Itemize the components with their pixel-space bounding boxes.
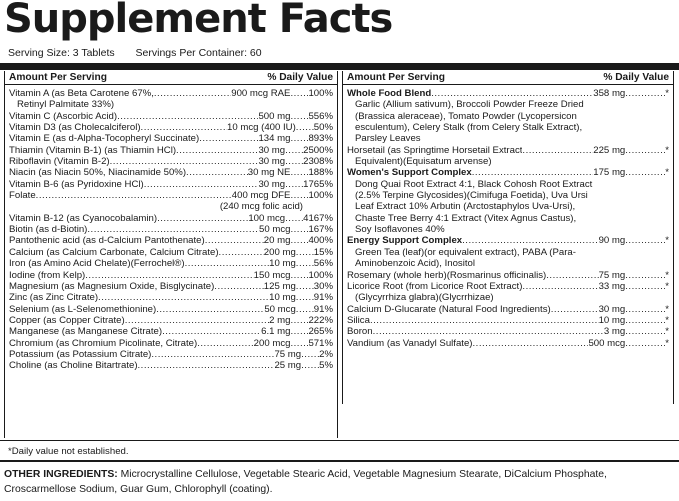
row-name: Biotin (as d-Biotin) <box>9 224 88 236</box>
right-panel <box>342 71 674 404</box>
right-column-header <box>343 71 673 85</box>
row-daily-value: 400% <box>308 235 333 247</box>
row-continuation: Garlic (Allium sativum), Broccoli Powder Freeze Dried <box>355 99 584 111</box>
row-continuation: (2.5% Terpine Glycosides)(Cimifuga Foetida), Uva Ursi <box>355 190 588 202</box>
row-daily-value: 91% <box>313 292 333 304</box>
row-amount: 75 mg <box>274 348 302 360</box>
row-daily-value: 571% <box>308 337 333 349</box>
row-name: Riboflavin (Vitamin B-2) <box>9 156 110 168</box>
row-amount: 400 mcg DFE <box>231 190 291 202</box>
footer-rule <box>0 440 679 441</box>
row-continuation: (Glycyrrhiza glabra)(Glycrrhizae) <box>355 292 494 304</box>
leader-dots <box>625 304 665 315</box>
leader-dots <box>290 270 308 281</box>
row-daily-value: * <box>665 280 669 292</box>
row-amount: 175 mg <box>593 167 626 179</box>
leader-dots <box>472 167 594 178</box>
row-name: Thiamin (Vitamin B-1) (as Thiamin HCl) <box>9 144 177 156</box>
table-row <box>9 349 333 360</box>
leader-dots <box>551 304 599 315</box>
row-amount: 200 mcg <box>253 337 291 349</box>
row-name: Vitamin C (Ascorbic Acid) <box>9 110 118 122</box>
row-amount: 125 mg <box>263 280 296 292</box>
leader-dots <box>98 292 269 303</box>
row-daily-value: 556% <box>308 110 333 122</box>
leader-dots <box>138 360 275 371</box>
row-daily-value: 265% <box>308 326 333 338</box>
leader-dots <box>296 292 314 303</box>
row-name: Rosemary (whole herb)(Rosmarinus officinalis) <box>347 269 547 281</box>
row-daily-value: 91% <box>313 303 333 315</box>
leader-dots <box>151 349 274 360</box>
leader-dots <box>370 315 599 326</box>
leader-dots <box>625 326 665 337</box>
leader-dots <box>110 156 259 167</box>
leader-dots <box>546 270 598 281</box>
row-daily-value: 100% <box>308 269 333 281</box>
leader-dots <box>141 122 227 133</box>
leader-dots <box>125 315 269 326</box>
row-amount: 30 mg <box>258 156 286 168</box>
leader-dots <box>285 213 303 224</box>
leader-dots <box>156 304 264 315</box>
row-amount: 500 mcg <box>588 337 626 349</box>
leader-dots <box>87 224 259 235</box>
row-daily-value: 222% <box>308 314 333 326</box>
row-daily-value: 30% <box>313 280 333 292</box>
row-daily-value: * <box>665 337 669 349</box>
row-continuation: Parsley Leaves <box>355 133 421 145</box>
row-name: Copper (as Copper Citrate) <box>9 314 125 326</box>
row-amount: 134 mg <box>258 133 291 145</box>
row-name: Iron (as Amino Acid Chelate)(Ferrochel®) <box>9 258 185 270</box>
left-dv-header: % Daily Value <box>267 72 333 83</box>
table-row <box>9 270 333 281</box>
row-daily-value: 2500% <box>303 144 333 156</box>
row-continuation: Retinyl Palmitate 33%) <box>17 99 115 111</box>
leader-dots <box>144 179 259 190</box>
row-amount: 30 mg NE <box>247 167 291 179</box>
row-name: Choline (as Choline Bitartrate) <box>9 360 138 372</box>
leader-dots <box>85 270 253 281</box>
leader-dots <box>296 258 314 269</box>
leader-dots <box>290 235 308 246</box>
row-daily-value: 188% <box>308 167 333 179</box>
row-amount: 50 mcg <box>264 303 296 315</box>
other-ingredients-label: OTHER INGREDIENTS: <box>4 469 118 480</box>
row-name: Iodine (from Kelp) <box>9 269 86 281</box>
leader-dots <box>285 145 303 156</box>
serving-size: Serving Size: 3 Tablets <box>8 47 115 59</box>
row-continuation: Leaf Extract 10% Arbutin (Arctostaphylos Uva-Ursi), <box>355 201 576 213</box>
table-row <box>9 315 333 326</box>
leader-dots <box>290 167 308 178</box>
row-amount: 500 mg <box>258 110 291 122</box>
row-daily-value: * <box>665 235 669 247</box>
leader-dots <box>431 88 593 99</box>
right-amount-header: Amount Per Serving <box>347 72 445 83</box>
leader-dots <box>373 326 604 337</box>
table-row <box>9 213 333 224</box>
row-name: Calcium D-Glucarate (Natural Food Ingredients) <box>347 303 551 315</box>
row-continuation: Equivalent)(Equisatum arvense) <box>355 156 492 168</box>
row-name: Potassium (as Potassium Citrate) <box>9 348 152 360</box>
row-name: Vitamin B-12 (as Cyanocobalamin) <box>9 212 158 224</box>
row-daily-value: 15% <box>313 246 333 258</box>
row-amount: 225 mg <box>593 144 626 156</box>
table-row <box>9 258 333 269</box>
row-daily-value: 2308% <box>303 156 333 168</box>
row-name: Zinc (as Zinc Citrate) <box>9 292 99 304</box>
row-name: Manganese (as Manganese Citrate) <box>9 326 163 338</box>
row-daily-value: 1765% <box>303 178 333 190</box>
header-rule <box>0 63 679 70</box>
leader-dots <box>625 235 665 246</box>
servings-per-container: Servings Per Container: 60 <box>135 47 262 59</box>
leader-dots <box>285 156 303 167</box>
table-row <box>347 315 669 326</box>
table-row <box>9 281 333 292</box>
row-continuation: (Brassica aleraceae), Tomato Powder (Lycopersicon <box>355 110 577 122</box>
row-continuation: Dong Quai Root Extract 4:1, Black Cohosh Root Extract <box>355 178 593 190</box>
row-daily-value: 56% <box>313 258 333 270</box>
table-row <box>347 326 669 337</box>
row-name: Boron <box>347 326 373 338</box>
row-name: Chromium (as Chromium Picolinate, Citrate) <box>9 337 198 349</box>
leader-dots <box>625 281 665 292</box>
row-name: Whole Food Blend <box>347 88 432 99</box>
row-daily-value: 167% <box>308 224 333 236</box>
row-daily-value: * <box>665 303 669 315</box>
table-row <box>9 111 333 122</box>
row-name: Vandium (as Vanadyl Sulfate) <box>347 337 473 349</box>
leader-dots <box>214 281 264 292</box>
leader-dots <box>290 190 308 201</box>
other-ingredients <box>4 467 674 497</box>
right-ingredient-list <box>343 85 673 349</box>
serving-info <box>8 47 262 59</box>
row-name: Horsetail (as Springtime Horsetail Extract <box>347 144 523 156</box>
leader-dots <box>473 338 589 349</box>
table-row <box>9 122 333 133</box>
page-title: Supplement Facts <box>4 0 393 42</box>
row-name: Silica <box>347 314 370 326</box>
leader-dots <box>290 224 308 235</box>
table-row <box>347 338 669 349</box>
table-row <box>9 338 333 349</box>
leader-dots <box>625 270 665 281</box>
right-dv-header: % Daily Value <box>603 72 669 83</box>
left-nutrient-list <box>5 85 337 372</box>
row-name: Calcium (as Calcium Carbonate, Calcium Citrate) <box>9 246 219 258</box>
row-name: Vitamin D3 (as Cholecalciferol) <box>9 122 141 134</box>
row-daily-value: * <box>665 269 669 281</box>
row-name: Vitamin E (as d-Alpha-Tocopheryl Succinate) <box>9 133 200 145</box>
leader-dots <box>625 315 665 326</box>
leader-dots <box>296 247 314 258</box>
row-continuation: (240 mcg folic acid) <box>219 201 303 213</box>
leader-dots <box>162 326 261 337</box>
leader-dots <box>296 304 314 315</box>
other-ingredients-text: Microcrystalline Cellulose, Vegetable Stearic Acid, Vegetable Magnesium Stearate, DiCalcium Phosphate, Croscarmellose Sodium, Guar Gum, Chlorophyll (coating). <box>4 469 607 495</box>
row-amount: 200 mg <box>263 246 296 258</box>
row-amount: 3 mg <box>603 326 626 338</box>
row-amount: 25 mg <box>274 360 302 372</box>
row-continuation: Soy Isoflavones 40% <box>355 224 445 236</box>
row-amount: 50 mcg <box>258 224 291 236</box>
leader-dots <box>290 338 308 349</box>
leader-dots <box>625 145 665 156</box>
row-amount: 150 mcg <box>253 269 291 281</box>
leader-dots <box>186 167 248 178</box>
row-amount: 900 mcg RAE <box>231 88 291 99</box>
leader-dots <box>205 235 264 246</box>
left-panel <box>4 71 338 438</box>
row-name: Licorice Root (from Licorice Root Extract) <box>347 280 523 292</box>
row-name: Women's Support Complex <box>347 167 472 179</box>
leader-dots <box>36 190 232 201</box>
table-row <box>347 235 669 246</box>
leader-dots <box>522 281 598 292</box>
row-name: Pantothenic acid (as d-Calcium Pantothenate) <box>9 235 205 247</box>
footnote: *Daily value not established. <box>8 446 129 457</box>
table-row <box>9 326 333 337</box>
row-continuation: Chaste Tree Berry 4:1 Extract (Vitex Agnus Castus), <box>355 212 577 224</box>
row-name: Magnesium (as Magnesium Oxide, Bisglycinate) <box>9 280 215 292</box>
leader-dots <box>290 111 308 122</box>
leader-dots <box>296 281 314 292</box>
row-daily-value: 893% <box>308 133 333 145</box>
table-row <box>9 360 333 371</box>
table-row <box>347 304 669 315</box>
row-amount: 75 mg <box>598 269 626 281</box>
leader-dots <box>625 338 665 349</box>
row-daily-value: * <box>665 314 669 326</box>
row-daily-value: 100% <box>308 190 333 202</box>
leader-dots <box>522 145 593 156</box>
table-row <box>347 88 669 99</box>
leader-dots <box>117 111 258 122</box>
table-row <box>9 292 333 303</box>
row-continuation: Green Tea (leaf)(or equivalent extract), PABA (Para- <box>355 246 576 258</box>
leader-dots <box>296 122 314 133</box>
leader-dots <box>219 247 264 258</box>
row-name: Energy Support Complex <box>347 235 463 247</box>
table-row <box>9 247 333 258</box>
row-daily-value: * <box>665 144 669 156</box>
table-row <box>347 281 669 292</box>
row-name: Niacin (as Niacin 50%, Niacinamide 50%) <box>9 167 187 179</box>
other-ingredients-rule <box>0 460 679 462</box>
row-daily-value: * <box>665 326 669 338</box>
leader-dots <box>290 315 308 326</box>
row-daily-value: 2% <box>319 348 333 360</box>
leader-dots <box>290 88 308 99</box>
leader-dots <box>199 133 258 144</box>
row-amount: 2 mg <box>269 314 291 326</box>
table-row <box>9 235 333 246</box>
leader-dots <box>197 338 253 349</box>
row-daily-value: 4167% <box>303 212 333 224</box>
leader-dots <box>301 349 319 360</box>
row-amount: 100 mcg <box>248 212 286 224</box>
leader-dots <box>625 167 665 178</box>
table-row <box>9 156 333 167</box>
table-row <box>347 270 669 281</box>
table-row <box>9 133 333 144</box>
row-amount: 358 mg <box>593 88 626 99</box>
table-row <box>347 145 669 156</box>
leader-dots <box>185 258 270 269</box>
row-amount: 10 mg <box>598 314 626 326</box>
row-name: Vitamin B-6 (as Pyridoxine HCl) <box>9 178 144 190</box>
row-name: Vitamin A (as Beta Carotene 67%, <box>9 88 154 99</box>
row-amount: 30 mg <box>258 178 286 190</box>
row-amount: 10 mg <box>269 292 296 304</box>
row-continuation: esculentum), Celery Stalk (from Celery Stalk Extract), <box>355 122 583 134</box>
row-daily-value: * <box>665 167 669 179</box>
leader-dots <box>285 179 303 190</box>
row-amount: 90 mg <box>598 235 626 247</box>
table-row <box>9 224 333 235</box>
row-amount: 30 mg <box>598 303 626 315</box>
leader-dots <box>462 235 598 246</box>
row-amount: 20 mg <box>263 235 291 247</box>
row-amount: 10 mg <box>269 258 296 270</box>
table-row <box>9 167 333 178</box>
table-row <box>9 190 333 201</box>
leader-dots <box>290 326 308 337</box>
table-row <box>9 179 333 190</box>
row-daily-value: * <box>665 88 669 99</box>
row-continuation: Aminobenzoic Acid), Inositol <box>355 258 475 270</box>
left-column-header <box>5 71 337 85</box>
table-row <box>9 304 333 315</box>
leader-dots <box>625 88 665 99</box>
row-daily-value: 5% <box>319 360 333 372</box>
row-amount: 10 mcg (400 IU) <box>227 122 296 134</box>
leader-dots <box>157 213 248 224</box>
leader-dots <box>301 360 319 371</box>
row-name: Selenium (as L-Selenomethionine) <box>9 303 157 315</box>
leader-dots <box>290 133 308 144</box>
row-daily-value: 50% <box>313 122 333 134</box>
row-amount: 33 mg <box>598 280 626 292</box>
leader-dots <box>176 145 258 156</box>
row-amount: 30 mg <box>258 144 286 156</box>
row-name: Folate <box>9 190 36 202</box>
table-row <box>9 88 333 99</box>
leader-dots <box>154 88 231 99</box>
table-row <box>9 145 333 156</box>
left-amount-header: Amount Per Serving <box>9 72 107 83</box>
row-amount: 6.1 mg <box>261 326 291 338</box>
row-daily-value: 100% <box>308 88 333 99</box>
table-row <box>347 167 669 178</box>
